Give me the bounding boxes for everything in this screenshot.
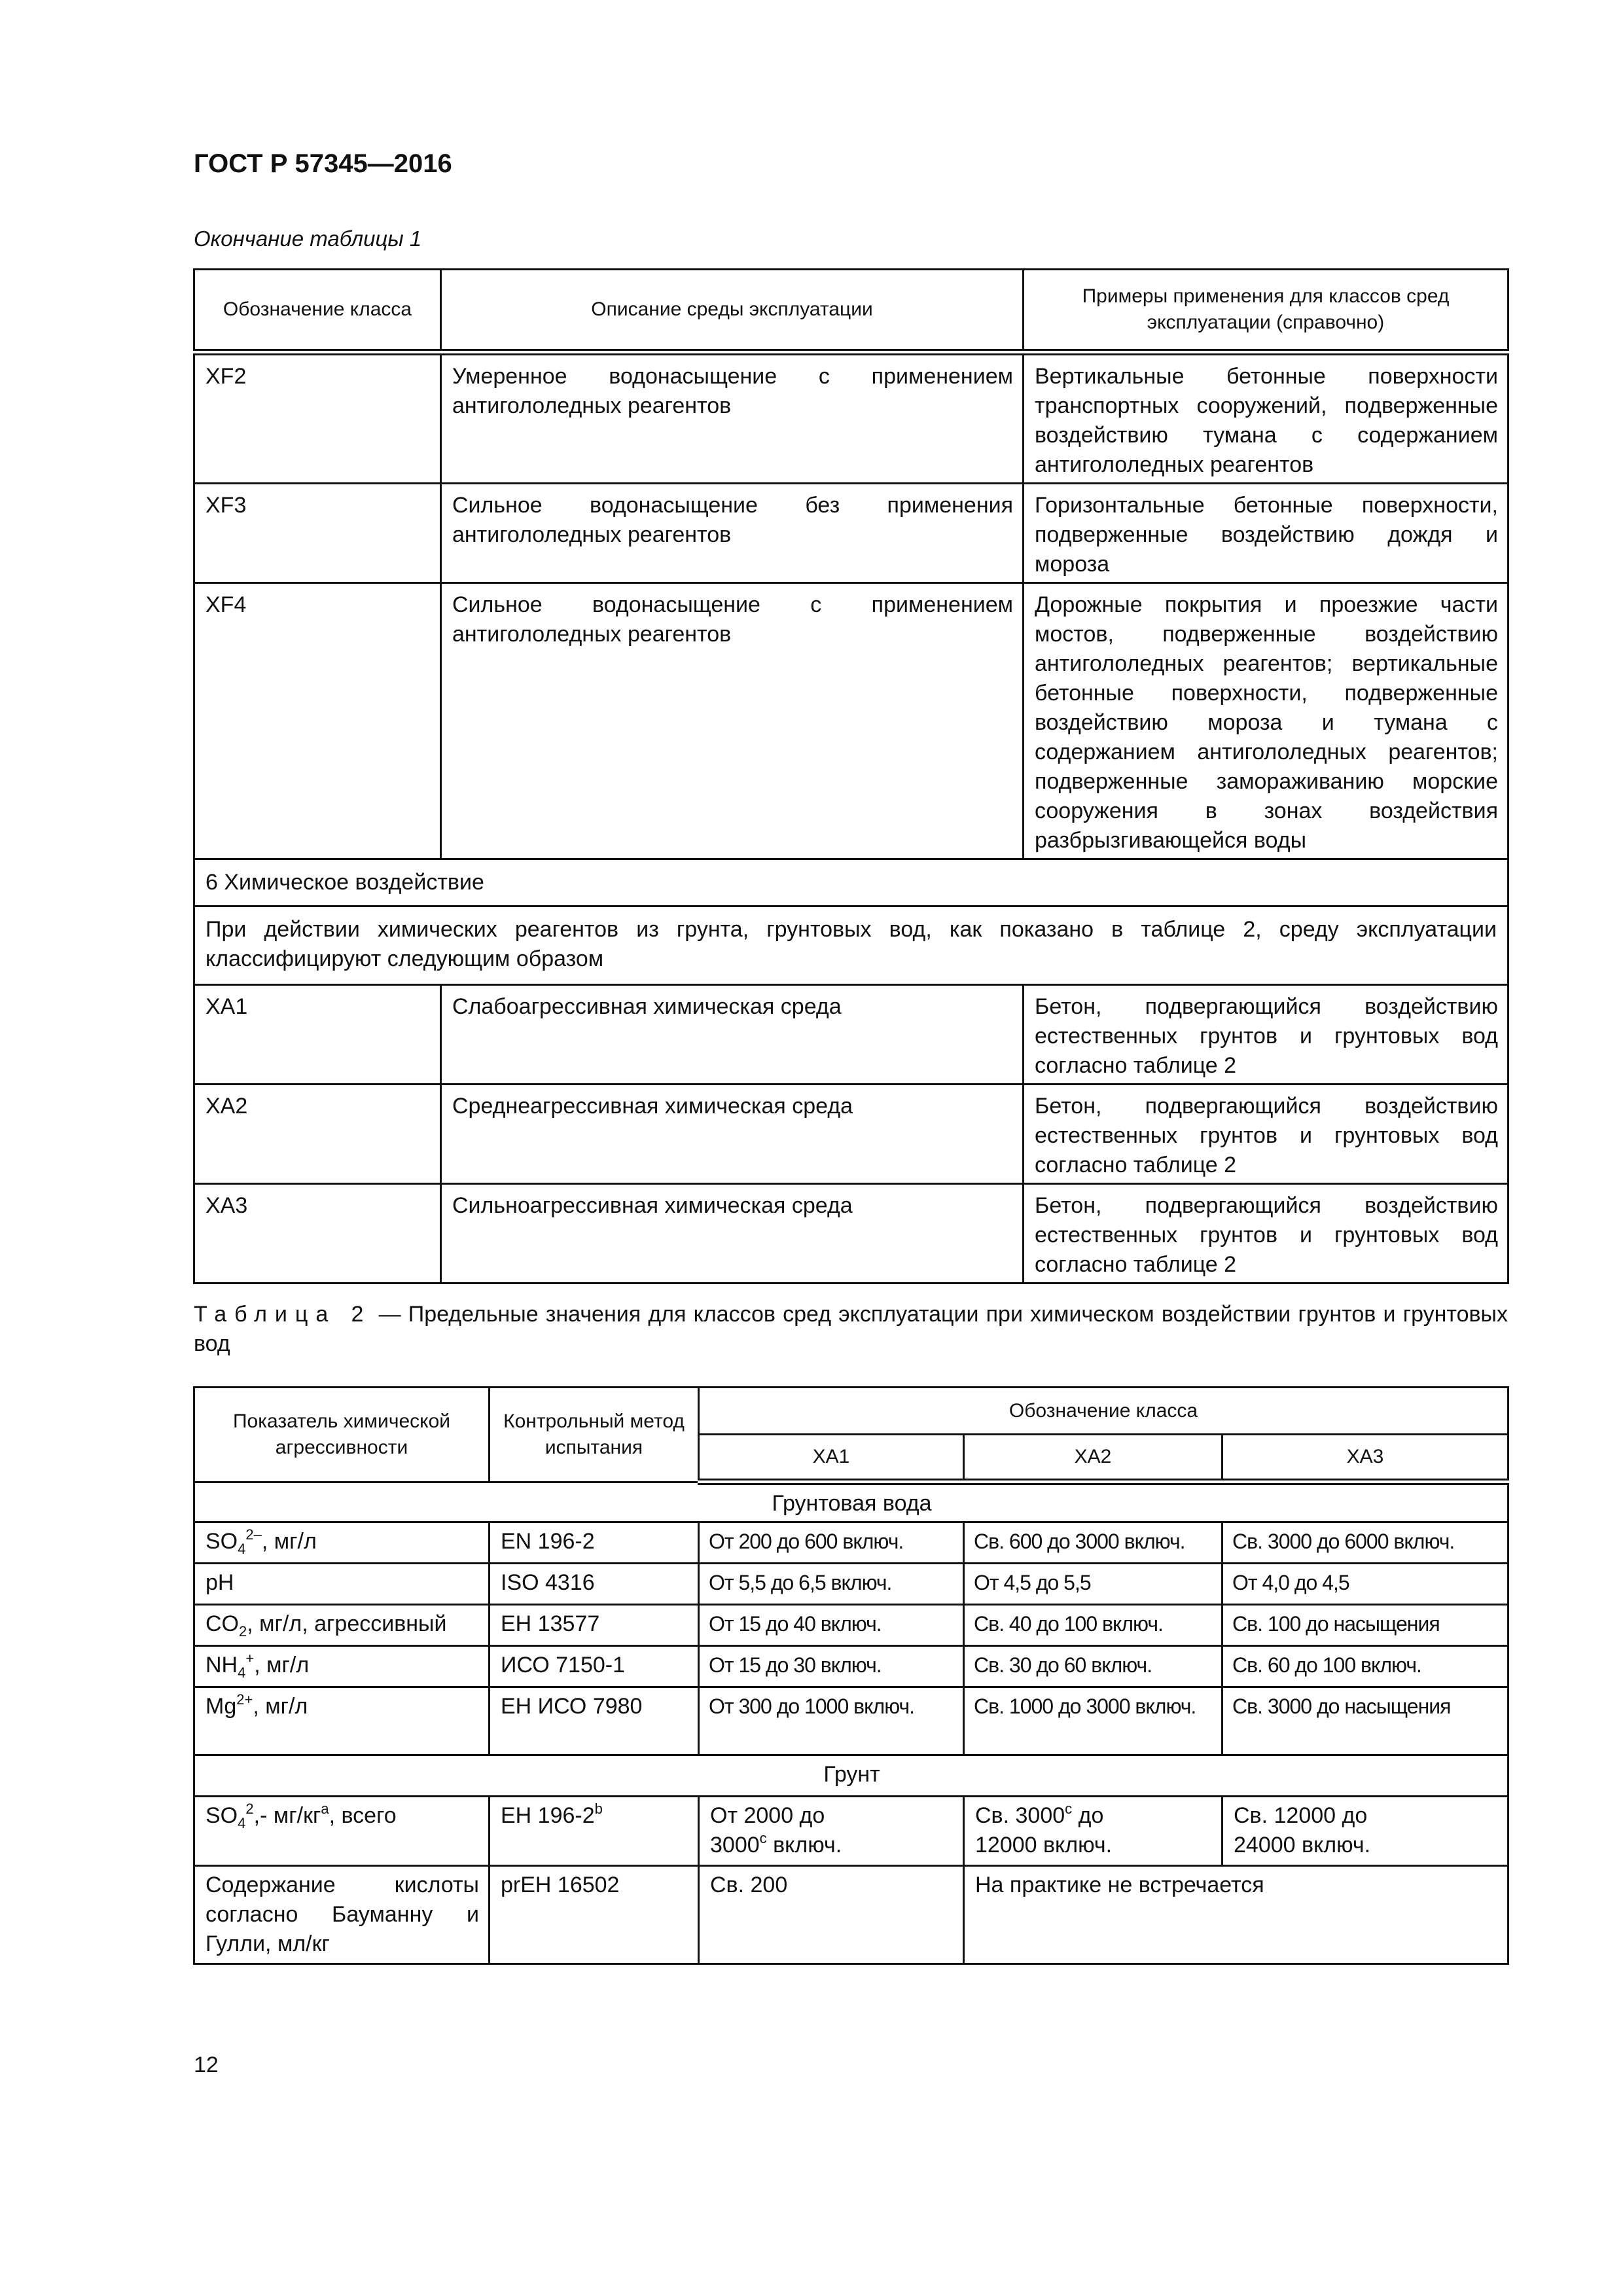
class-code: XA3 — [194, 1184, 441, 1283]
xa3-cell: Св. 100 до насыщения — [1222, 1605, 1508, 1646]
xa1-cell: От 200 до 600 включ. — [699, 1522, 964, 1564]
section-row — [194, 1755, 1508, 1797]
class-code: XA1 — [194, 985, 441, 1085]
table-continuation-caption: Окончание таблицы 1 — [194, 226, 422, 251]
xa1-cell: От 5,5 до 6,5 включ. — [699, 1564, 964, 1605]
indicator-cell: $CO_2$, мг/л, агрессивный — [194, 1605, 490, 1646]
indicator-cell: $SO_4^{2-}$, мг/л — [194, 1522, 490, 1564]
class-example: Дорожные покрытия и проезжие части мостов, подверженные воздействию антигололедных реагентов; вертикальные бетонные поверхности, подверженные воздействию мороза и тумана с содержанием антигололедных реагентов; подверженные замораживанию морские сооружения в зонах воздействия разбрызгивающейся воды — [1024, 583, 1508, 859]
class-description: Среднеагрессивная химическая среда — [441, 1085, 1024, 1184]
method-cell: ИСО 7150-1 — [490, 1646, 699, 1687]
table-2-label: Таблица 2 — [194, 1302, 372, 1327]
table-2 — [193, 1386, 1509, 1965]
table-row — [194, 1797, 1508, 1866]
xa2-cell: От 4,5 до 5,5 — [964, 1564, 1222, 1605]
xa2-cell: Св. 600 до 3000 включ. — [964, 1522, 1222, 1564]
header-indicator: Показатель химической агрессивности — [194, 1388, 490, 1482]
indicator-cell: $NH_4^+$, мг/л — [194, 1646, 490, 1687]
xa3-cell: От 4,0 до 4,5 — [1222, 1564, 1508, 1605]
indicator-cell: $SO_4^2,-$ $мг/кг^a$, всего — [194, 1797, 490, 1866]
class-description: Умеренное водонасыщение с применением антигололедных реагентов — [441, 352, 1024, 484]
method-cell: ЕН ИСО 7980 — [490, 1687, 699, 1755]
xa2-cell: Св. 3000$^c$ до 12000 включ. — [964, 1797, 1222, 1866]
section-soil: Грунт — [194, 1755, 1508, 1797]
header-class-group: Обозначение класса — [699, 1388, 1508, 1435]
xa2-cell: Св. 30 до 60 включ. — [964, 1646, 1222, 1687]
table-row — [194, 1605, 1508, 1646]
xa1-cell: От 15 до 30 включ. — [699, 1646, 964, 1687]
section-6-note: При действии химических реагентов из грунта, грунтовых вод, как показано в таблице 2, среду эксплуатации классифицируют следующим образом — [194, 906, 1508, 985]
indicator-cell: pH — [194, 1564, 490, 1605]
class-example: Бетон, подвергающийся воздействию естественных грунтов и грунтовых вод согласно таблице 2 — [1024, 985, 1508, 1085]
table-2-caption — [194, 1300, 1508, 1359]
table-row — [194, 1564, 1508, 1605]
table-row — [194, 1646, 1508, 1687]
class-code: XF4 — [194, 583, 441, 859]
xa3-cell: Св. 12000 до 24000 включ. — [1222, 1797, 1508, 1866]
table-2-title: — Предельные значения для классов сред эксплуатации при химическом воздействии грунтов и грунтовых вод — [194, 1302, 1508, 1356]
class-code: XA2 — [194, 1085, 441, 1184]
table-row — [194, 352, 1508, 484]
class-example: Бетон, подвергающийся воздействию естественных грунтов и грунтовых вод согласно таблице 2 — [1024, 1085, 1508, 1184]
table-row — [194, 583, 1508, 859]
xa2-cell: Св. 1000 до 3000 включ. — [964, 1687, 1222, 1755]
header-examples: Примеры применения для классов сред эксплуатации (справочно) — [1024, 270, 1508, 353]
table-1-header-row — [194, 270, 1508, 353]
header-method: Контрольный метод испытания — [490, 1388, 699, 1482]
header-description: Описание среды эксплуатации — [441, 270, 1024, 353]
indicator-cell: Содержание кислоты согласно Бауманну и Гулли, мл/кг — [194, 1866, 490, 1964]
xa1-cell: От 300 до 1000 включ. — [699, 1687, 964, 1755]
section-row — [194, 1482, 1508, 1522]
header-class: Обозначение класса — [194, 270, 441, 353]
xa2-cell: Св. 40 до 100 включ. — [964, 1605, 1222, 1646]
class-description: Слабоагрессивная химическая среда — [441, 985, 1024, 1085]
page-number: 12 — [194, 2053, 219, 2077]
xa3-cell: Св. 60 до 100 включ. — [1222, 1646, 1508, 1687]
class-description: Сильноагрессивная химическая среда — [441, 1184, 1024, 1283]
document-title: ГОСТ Р 57345—2016 — [194, 149, 452, 178]
table-row — [194, 1866, 1508, 1964]
class-description: Сильное водонасыщение с применением антигололедных реагентов — [441, 583, 1024, 859]
table-1-end — [193, 268, 1509, 1284]
header-xa3: XA3 — [1222, 1435, 1508, 1482]
table-row — [194, 985, 1508, 1085]
xa1-cell: От 2000 до 3000$^c$ включ. — [699, 1797, 964, 1866]
section-row — [194, 859, 1508, 906]
header-xa1: XA1 — [699, 1435, 964, 1482]
method-cell: ISO 4316 — [490, 1564, 699, 1605]
table-row — [194, 1184, 1508, 1283]
table-row — [194, 1522, 1508, 1564]
method-cell: EN 196-2 — [490, 1522, 699, 1564]
section-row — [194, 906, 1508, 985]
section-groundwater: Грунтовая вода — [194, 1482, 1508, 1522]
xa3-cell: Св. 3000 до насыщения — [1222, 1687, 1508, 1755]
class-example: Бетон, подвергающийся воздействию естественных грунтов и грунтовых вод согласно таблице 2 — [1024, 1184, 1508, 1283]
xa3-cell: Св. 3000 до 6000 включ. — [1222, 1522, 1508, 1564]
xa1-cell: От 15 до 40 включ. — [699, 1605, 964, 1646]
table-row — [194, 1085, 1508, 1184]
indicator-cell: $Mg^{2+}$, мг/л — [194, 1687, 490, 1755]
table-2-header-row — [194, 1388, 1508, 1435]
xa1-cell: Св. 200 — [699, 1866, 964, 1964]
class-code: XF3 — [194, 484, 441, 583]
class-description: Сильное водонасыщение без применения антигололедных реагентов — [441, 484, 1024, 583]
method-cell: ЕН 13577 — [490, 1605, 699, 1646]
header-xa2: XA2 — [964, 1435, 1222, 1482]
method-cell: ЕН 196-2$^b$ — [490, 1797, 699, 1866]
method-cell: prЕН 16502 — [490, 1866, 699, 1964]
class-example: Горизонтальные бетонные поверхности, подверженные воздействию дождя и мороза — [1024, 484, 1508, 583]
table-row — [194, 1687, 1508, 1755]
table-row — [194, 484, 1508, 583]
section-6-title: 6 Химическое воздействие — [194, 859, 1508, 906]
class-code: XF2 — [194, 352, 441, 484]
xa2-xa3-cell: На практике не встречается — [964, 1866, 1508, 1964]
class-example: Вертикальные бетонные поверхности транспортных сооружений, подверженные воздействию тумана с содержанием антигололедных реагентов — [1024, 352, 1508, 484]
